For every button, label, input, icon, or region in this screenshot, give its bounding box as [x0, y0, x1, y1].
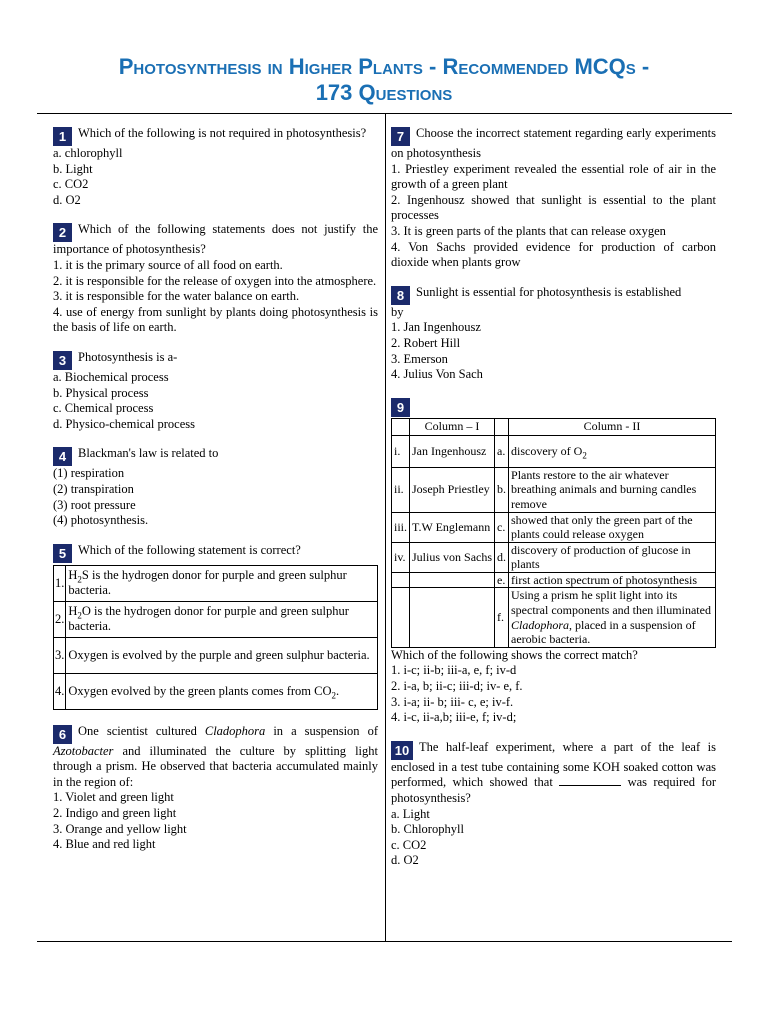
question-6: 6 One scientist cultured Cladophora in a suspension of Azotobacter and illuminated the culture by splitting light through a prism. He observed that bacteria accumulated mainly in the region of: 1. Violet and green light 2. Indigo and green light 3. Orange and yellow light 4. Blue and red light: [53, 723, 378, 852]
right-column: [391, 126, 716, 883]
question-text: Photosynthesis is a-: [78, 349, 178, 364]
question-text: Which of the following is not required in photosynthesis?: [78, 126, 367, 140]
question-number-badge: 3: [53, 351, 72, 370]
question-7: [391, 126, 716, 271]
statement-cell: Oxygen evolved by the green plants comes from $CO_2$.: [66, 673, 378, 709]
option: 1. it is the primary source of all food on earth.: [53, 257, 283, 272]
row-number: 2.: [54, 601, 66, 637]
question-text: Which of the following statement is correct?: [78, 542, 301, 557]
option: by: [391, 304, 404, 319]
option: c. Chemical process: [53, 401, 154, 416]
table-header-row: [392, 418, 716, 435]
column-header: Column – I: [410, 418, 495, 435]
option: c. CO2: [53, 177, 89, 192]
question-text: Sunlight is essential for photosynthesis is established: [416, 284, 682, 299]
option: 3. Emerson: [391, 351, 448, 366]
question-number-badge: 1: [53, 127, 72, 146]
row-number: 3.: [54, 637, 66, 673]
option: 4. Julius Von Sach: [391, 367, 483, 382]
option: b. Light: [53, 161, 93, 176]
table-row: iv. Julius von Sachs d. discovery of production of glucose in plants: [392, 542, 716, 572]
option: 1. Jan Ingenhousz: [391, 320, 481, 335]
table-row: [54, 673, 378, 709]
option: (2) transpiration: [53, 481, 134, 496]
option: 4. Blue and red light: [53, 837, 156, 852]
option: (1) respiration: [53, 466, 125, 481]
table-row: e. first action spectrum of photosynthesis: [392, 572, 716, 588]
statement-cell: $H_2S$ is the hydrogen donor for purple and green sulphur bacteria.: [66, 565, 378, 601]
table-row: f. Using a prism he split light into its spectral components and then illuminated Cladophora, placed in a suspension of aerobic bacteria.: [392, 588, 716, 647]
statement-cell: $H_2O$ is the hydrogen donor for purple and green sulphur bacteria.: [66, 601, 378, 637]
question-number-badge: 8: [391, 286, 410, 305]
option: 2. Robert Hill: [391, 335, 461, 350]
option: a. chlorophyll: [53, 146, 123, 160]
title-line-2: 173 Questions: [315, 80, 453, 105]
table-row: [54, 637, 378, 673]
option: b. Physical process: [53, 385, 149, 400]
option: 1. Violet and green light: [53, 790, 174, 805]
column-header: Column - II: [509, 418, 716, 435]
question-number-badge: 6: [53, 725, 72, 744]
statement-cell: Oxygen is evolved by the purple and green sulphur bacteria.: [66, 637, 378, 673]
option: 1. Priestley experiment revealed the essential role of air in the growth of a green plant: [391, 161, 716, 192]
question-number-badge: 10: [391, 741, 413, 760]
page-title: [0, 54, 768, 106]
question-9: [391, 397, 716, 726]
table-row: ii. Joseph Priestley b. Plants restore to the air whatever breathing animals and burning candles remove: [392, 467, 716, 512]
question-number-badge: 4: [53, 447, 72, 466]
question-number-badge: 5: [53, 544, 72, 563]
bottom-rule: [37, 941, 732, 942]
option: c. CO2: [391, 837, 427, 852]
option: d. O2: [53, 192, 81, 207]
option: a. Light: [391, 806, 430, 821]
column-divider: [385, 114, 386, 941]
title-line-1: Photosynthesis in Higher Plants - Recommended MCQs -: [118, 54, 650, 79]
table-row: [54, 601, 378, 637]
question-10: 10 The half-leaf experiment, where a part of the leaf is enclosed in a test tube containing some KOH soaked cotton was performed, which showed that was required for photosynthesis? a. Light b. Chlorophyll c. CO2 d. O2: [391, 739, 717, 868]
question-5: [53, 543, 378, 710]
option: 2. it is responsible for the release of oxygen into the atmosphere.: [53, 273, 377, 288]
option: (4) photosynthesis.: [53, 513, 149, 528]
row-number: 4.: [54, 673, 66, 709]
question-text: Which of the following shows the correct match?: [391, 647, 638, 662]
option: b. Chlorophyll: [391, 822, 464, 837]
fill-blank: [559, 775, 621, 786]
match-table: [391, 418, 716, 648]
option: 3. it is responsible for the water balance on earth.: [53, 289, 300, 304]
question-text: The half-leaf experiment, where a part of the leaf is enclosed in a test tube containing some KOH soaked cotton was performed, which showed that: [391, 739, 716, 790]
option: 4. Von Sachs provided evidence for production of carbon dioxide when plants grow: [391, 239, 716, 270]
option: 3. i-a; ii- b; iii- c, e; iv-f.: [391, 694, 514, 709]
table-row: i. Jan Ingenhousz a. discovery of $O_2$: [392, 435, 716, 467]
question-number-badge: 7: [391, 127, 410, 146]
question-8: [391, 285, 716, 383]
row-number: 1.: [54, 565, 66, 601]
question-text: Blackman's law is related to: [78, 446, 219, 461]
option: d. Physico-chemical process: [53, 416, 195, 431]
question-4: [53, 446, 378, 528]
question-text: Choose the incorrect statement regarding early experiments on photosynthesis: [391, 126, 716, 160]
option: 1. i-c; ii-b; iii-a, e, f; iv-d: [391, 663, 517, 678]
question-3: [53, 350, 378, 432]
left-column: [53, 126, 378, 867]
table-row: iii. T.W Englemann c. showed that only the green part of the plants could release oxygen: [392, 512, 716, 542]
question-2: [53, 222, 378, 336]
statement-table: [53, 565, 378, 710]
option: 3. It is green parts of the plants that can release oxygen: [391, 223, 666, 238]
option: 4. i-c, ii-a,b; iii-e, f; iv-d;: [391, 710, 517, 725]
option: 2. Ingenhousz showed that sunlight is essential to the plant processes: [391, 192, 716, 223]
option: 3. Orange and yellow light: [53, 821, 187, 836]
option: (3) root pressure: [53, 497, 136, 512]
option: 4. use of energy from sunlight by plants doing photosynthesis is the basis of life on earth.: [53, 304, 378, 335]
option: a. Biochemical process: [53, 369, 169, 384]
option: 2. i-a, b; ii-c; iii-d; iv- e, f.: [391, 679, 523, 694]
table-row: [54, 565, 378, 601]
question-1: [53, 126, 378, 208]
question-number-badge: 9: [391, 398, 410, 417]
question-number-badge: 2: [53, 223, 72, 242]
question-text: Which of the following statements does not justify the importance of photosynthesis?: [53, 222, 378, 257]
option: 2. Indigo and green light: [53, 806, 177, 821]
option: d. O2: [391, 853, 419, 868]
